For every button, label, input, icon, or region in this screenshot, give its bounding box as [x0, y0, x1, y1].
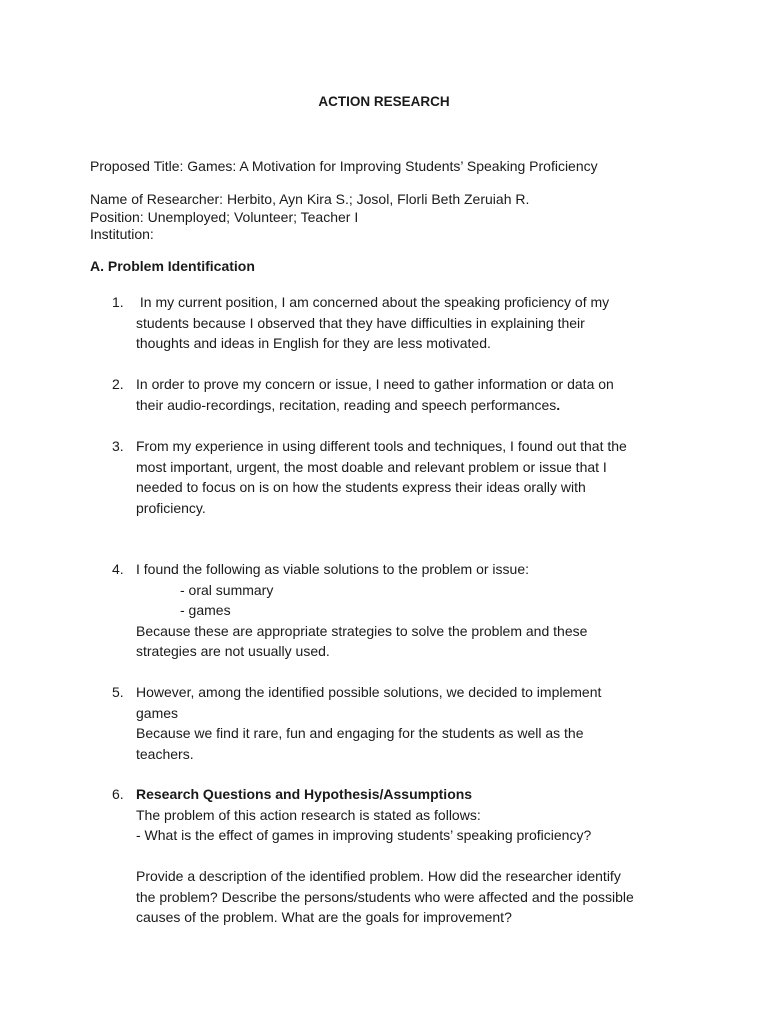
item-6-line-5: causes of the problem. What are the goals for improvement?	[136, 909, 512, 925]
proposed-title: Proposed Title: Games: A Motivation for Improving Students’ Speaking Proficiency	[90, 158, 598, 174]
list-item-3	[90, 436, 690, 518]
item-6-line-1: The problem of this action research is stated as follows:	[136, 806, 481, 823]
researcher-name: Name of Researcher: Herbito, Ayn Kira S.; Josol, Florli Beth Zeruiah R.	[90, 191, 530, 207]
item-3-line-3: needed to focus on is on how the students express their ideas orally with	[136, 479, 586, 495]
item-4-sub-2: - games	[180, 602, 231, 618]
item-4-line-3: strategies are not usually used.	[136, 643, 330, 659]
item-6-heading: Research Questions and Hypothesis/Assumptions	[136, 786, 473, 802]
list-number: 1.	[112, 294, 124, 310]
document-title: ACTION RESEARCH	[318, 94, 450, 109]
researcher-position: Position: Unemployed; Volunteer; Teacher I	[90, 208, 359, 225]
list-number: 5.	[112, 684, 124, 700]
item-3-line-2: most important, urgent, the most doable and relevant problem or issue that I	[136, 458, 607, 475]
item-4-line-2: Because these are appropriate strategies to solve the problem and these	[136, 622, 588, 639]
list-item-6	[90, 784, 690, 928]
item-2-line-1: In order to prove my concern or issue, I need to gather information or data on	[136, 376, 614, 392]
item-6-line-3: Provide a description of the identified problem. How did the researcher identify	[136, 868, 621, 884]
item-2-line-2: their audio-recordings, recitation, reading and speech performances	[136, 396, 557, 413]
item-1-line-2: students because I observed that they have difficulties in explaining their	[136, 314, 585, 331]
list-number: 2.	[112, 376, 124, 392]
item-5-line-4: teachers.	[136, 745, 194, 762]
item-1-line-1: In my current position, I am concerned about the speaking proficiency of my	[136, 294, 610, 310]
item-2-line-2-wrap	[136, 395, 681, 416]
item-5-line-2: games	[136, 704, 179, 721]
list-item-4	[90, 559, 690, 662]
item-3-line-1: From my experience in using different tools and techniques, I found out that the	[136, 438, 627, 454]
item-1-line-3: thoughts and ideas in English for they are less motivated.	[136, 335, 491, 351]
item-2-line-2-period: .	[556, 396, 561, 413]
item-5-line-3: Because we find it rare, fun and engaging for the students as well as the	[136, 725, 584, 741]
item-6-line-2: - What is the effect of games in improving students’ speaking proficiency?	[136, 827, 592, 843]
item-4-sub-1: - oral summary	[180, 581, 274, 598]
list-item-2	[90, 374, 690, 415]
item-4-line-1: I found the following as viable solutions to the problem or issue:	[136, 561, 530, 577]
list-number: 3.	[112, 438, 124, 454]
paragraph-gap	[136, 846, 681, 867]
item-3-line-4: proficiency.	[136, 499, 206, 516]
section-a-heading: A. Problem Identification	[90, 258, 255, 274]
item-5-line-1: However, among the identified possible solutions, we decided to implement	[136, 684, 602, 700]
list-item-1	[90, 292, 690, 354]
list-item-5	[90, 682, 690, 764]
proposed-title-block	[90, 156, 690, 177]
researcher-institution: Institution:	[90, 226, 154, 242]
list-number: 6.	[112, 786, 124, 802]
list-number: 4.	[112, 561, 124, 577]
item-6-line-4: the problem? Describe the persons/students who were affected and the possible	[136, 888, 634, 905]
researcher-info-block	[90, 189, 690, 245]
